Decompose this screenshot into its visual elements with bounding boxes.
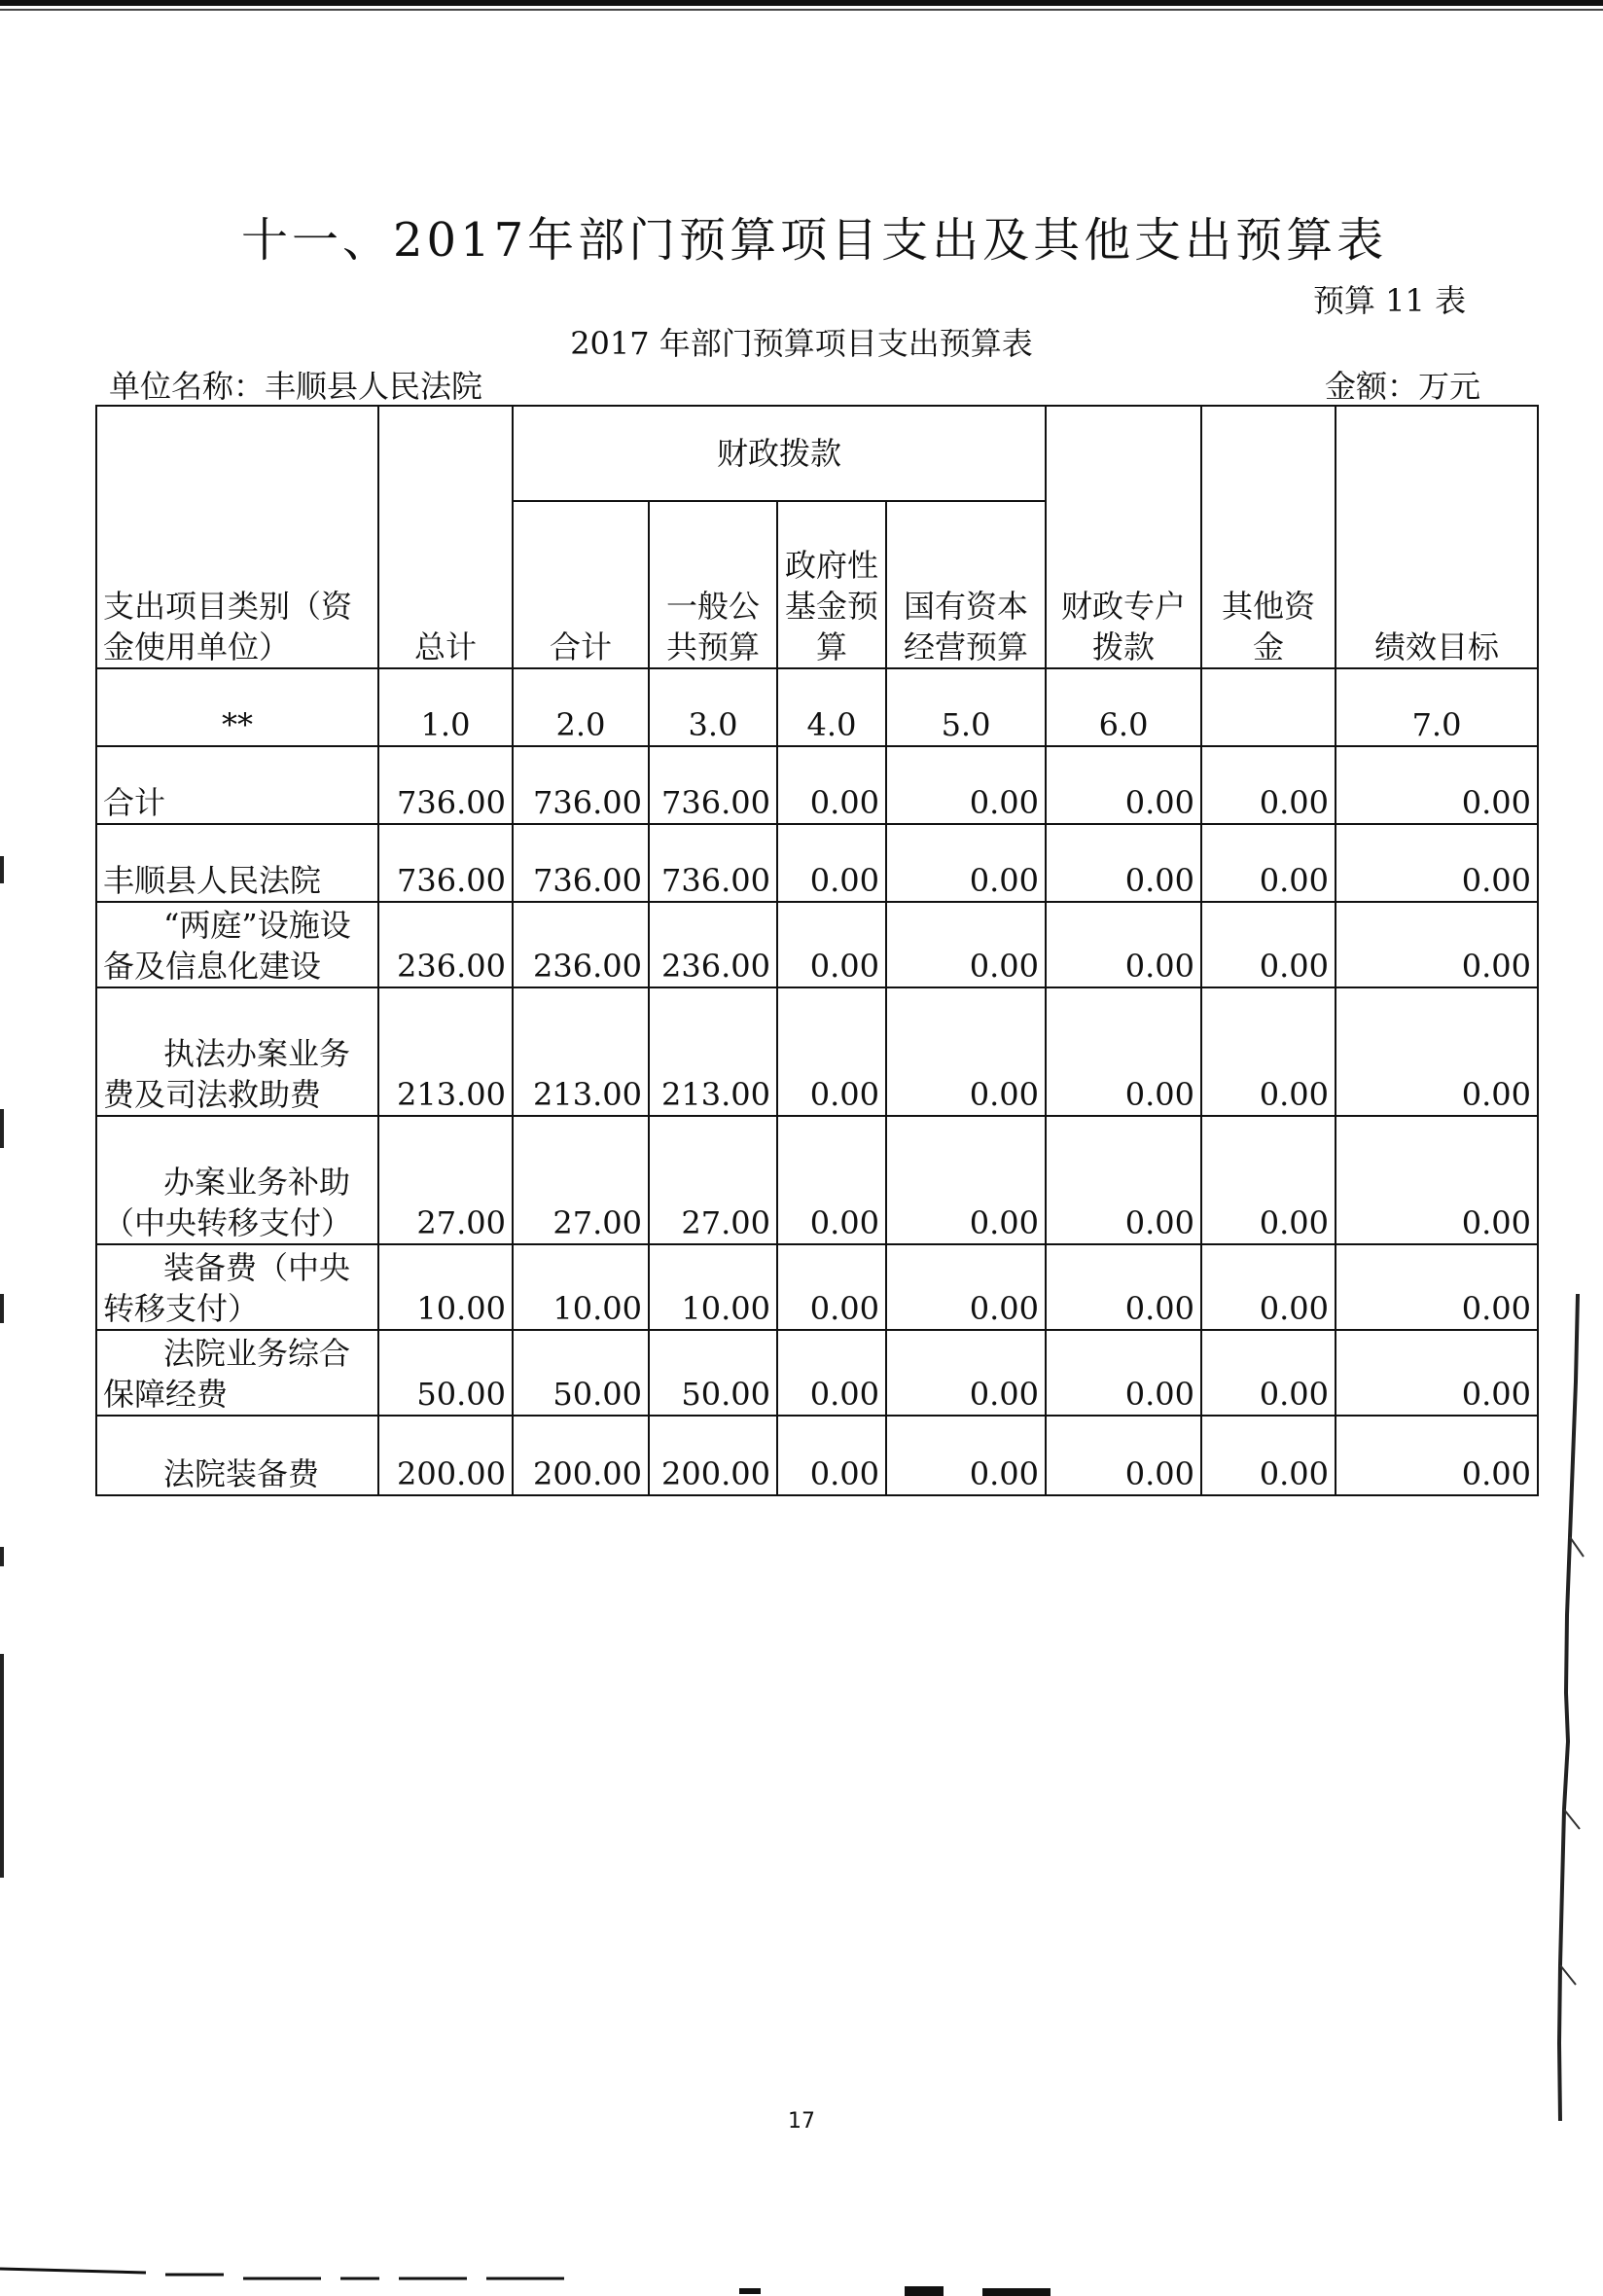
cell-other-funds: 0.00 [1201,1416,1336,1495]
table-subtitle: 2017 年部门预算项目支出预算表 [570,325,1033,362]
cell-other-funds: 0.00 [1201,1116,1336,1244]
cell-special-account: 0.00 [1046,987,1201,1116]
cell-total: 27.00 [378,1116,513,1244]
cell-fiscal-total: 200.00 [513,1416,649,1495]
row-category-text: 装备费（中央转移支付） [103,1249,351,1327]
cell-special-account: 0.00 [1046,902,1201,987]
row-category-name [96,1330,378,1416]
cell-special-account: 0.00 [1046,824,1201,902]
row-category-text: 丰顺县人民法院 [103,862,322,899]
row-category-name [96,902,378,987]
header-other-funds: 其他资金 [1201,406,1336,668]
index-cell: 3.0 [649,668,777,746]
cell-general-budget: 736.00 [649,746,777,824]
scan-mark-left [0,1294,4,1323]
index-row [96,668,1538,746]
cell-fiscal-total: 50.00 [513,1330,649,1416]
row-category-text: 法院装备费 [163,1455,320,1492]
table-row [96,746,1538,824]
scan-mark-left [0,1654,4,1878]
unit-label: 单位名称：丰顺县人民法院 [109,368,483,405]
cell-gov-fund: 0.00 [777,1244,886,1330]
cell-gov-fund: 0.00 [777,824,886,902]
table-row [96,902,1538,987]
cell-general-budget: 213.00 [649,987,777,1116]
scan-mark-left [0,1109,4,1148]
cell-fiscal-total: 236.00 [513,902,649,987]
cell-state-capital: 0.00 [886,1416,1046,1495]
header-general-budget: 一般公共预算 [649,501,777,668]
cell-general-budget: 736.00 [649,824,777,902]
row-category-name [96,1244,378,1330]
cell-fiscal-total: 27.00 [513,1116,649,1244]
scan-edge-bottom [0,2265,1603,2296]
cell-state-capital: 0.00 [886,824,1046,902]
cell-performance: 0.00 [1336,1116,1538,1244]
cell-state-capital: 0.00 [886,987,1046,1116]
row-category-text: 办案业务补助（中央转移支付） [103,1164,353,1241]
row-category-name [96,987,378,1116]
index-cell: ** [96,668,378,746]
header-row-top [96,406,1538,501]
header-total: 总计 [378,406,513,668]
cell-performance: 0.00 [1336,824,1538,902]
cell-fiscal-total: 10.00 [513,1244,649,1330]
cell-performance: 0.00 [1336,1330,1538,1416]
row-category-name [96,1116,378,1244]
header-fiscal-group: 财政拨款 [513,406,1046,501]
cell-other-funds: 0.00 [1201,902,1336,987]
index-cell: 7.0 [1336,668,1538,746]
cell-total: 236.00 [378,902,513,987]
row-category-text: 合计 [103,784,166,821]
row-category-name [96,1416,378,1495]
row-category-text: “两庭”设施设备及信息化建设 [103,907,351,985]
cell-performance: 0.00 [1336,987,1538,1116]
cell-total: 213.00 [378,987,513,1116]
cell-special-account: 0.00 [1046,1116,1201,1244]
cell-gov-fund: 0.00 [777,1116,886,1244]
cell-fiscal-total: 736.00 [513,746,649,824]
table-row [96,1416,1538,1495]
header-fiscal-total: 合计 [513,501,649,668]
cell-general-budget: 10.00 [649,1244,777,1330]
page-number: 17 [788,2109,815,2134]
cell-gov-fund: 0.00 [777,1330,886,1416]
row-category-text: 法院业务综合保障经费 [103,1335,351,1413]
index-cell: 4.0 [777,668,886,746]
cell-other-funds: 0.00 [1201,824,1336,902]
header-performance: 绩效目标 [1336,406,1538,668]
table-row [96,987,1538,1116]
scan-mark-left [0,1547,4,1566]
index-cell: 6.0 [1046,668,1201,746]
table-row [96,1244,1538,1330]
cell-total: 736.00 [378,746,513,824]
cell-gov-fund: 0.00 [777,746,886,824]
cell-total: 10.00 [378,1244,513,1330]
header-gov-fund: 政府性基金预算 [777,501,886,668]
cell-state-capital: 0.00 [886,1116,1046,1244]
cell-other-funds: 0.00 [1201,987,1336,1116]
cell-state-capital: 0.00 [886,1244,1046,1330]
table-body [96,746,1538,1495]
page-title: 十一、2017年部门预算项目支出及其他支出预算表 [241,213,1388,268]
amount-unit-label: 金额：万元 [1325,368,1481,405]
cell-general-budget: 27.00 [649,1116,777,1244]
row-category-name [96,824,378,902]
cell-performance: 0.00 [1336,1244,1538,1330]
index-cell: 2.0 [513,668,649,746]
cell-special-account: 0.00 [1046,746,1201,824]
header-state-capital: 国有资本经营预算 [886,501,1046,668]
header-special-account: 财政专户拨款 [1046,406,1201,668]
row-category-text: 执法办案业务费及司法救助费 [103,1035,351,1113]
scan-edge-top-thin [0,9,1603,11]
cell-total: 200.00 [378,1416,513,1495]
cell-performance: 0.00 [1336,1416,1538,1495]
cell-special-account: 0.00 [1046,1416,1201,1495]
table-row [96,1116,1538,1244]
cell-total: 736.00 [378,824,513,902]
cell-general-budget: 236.00 [649,902,777,987]
cell-special-account: 0.00 [1046,1330,1201,1416]
index-cell [1201,668,1336,746]
row-category-name [96,746,378,824]
index-cell: 1.0 [378,668,513,746]
header-category: 支出项目类别（资金使用单位） [96,406,378,668]
cell-other-funds: 0.00 [1201,1330,1336,1416]
cell-performance: 0.00 [1336,902,1538,987]
cell-general-budget: 200.00 [649,1416,777,1495]
cell-gov-fund: 0.00 [777,987,886,1116]
index-cell: 5.0 [886,668,1046,746]
scan-edge-top [0,0,1603,6]
table-number: 预算 11 表 [1313,282,1467,319]
table-row [96,824,1538,902]
budget-table [95,405,1539,1496]
table-row [96,1330,1538,1416]
scan-mark-left [0,856,4,883]
cell-general-budget: 50.00 [649,1330,777,1416]
cell-special-account: 0.00 [1046,1244,1201,1330]
cell-fiscal-total: 736.00 [513,824,649,902]
cell-total: 50.00 [378,1330,513,1416]
cell-gov-fund: 0.00 [777,1416,886,1495]
cell-other-funds: 0.00 [1201,1244,1336,1330]
cell-state-capital: 0.00 [886,1330,1046,1416]
cell-other-funds: 0.00 [1201,746,1336,824]
cell-gov-fund: 0.00 [777,902,886,987]
cell-state-capital: 0.00 [886,902,1046,987]
cell-state-capital: 0.00 [886,746,1046,824]
cell-fiscal-total: 213.00 [513,987,649,1116]
cell-performance: 0.00 [1336,746,1538,824]
